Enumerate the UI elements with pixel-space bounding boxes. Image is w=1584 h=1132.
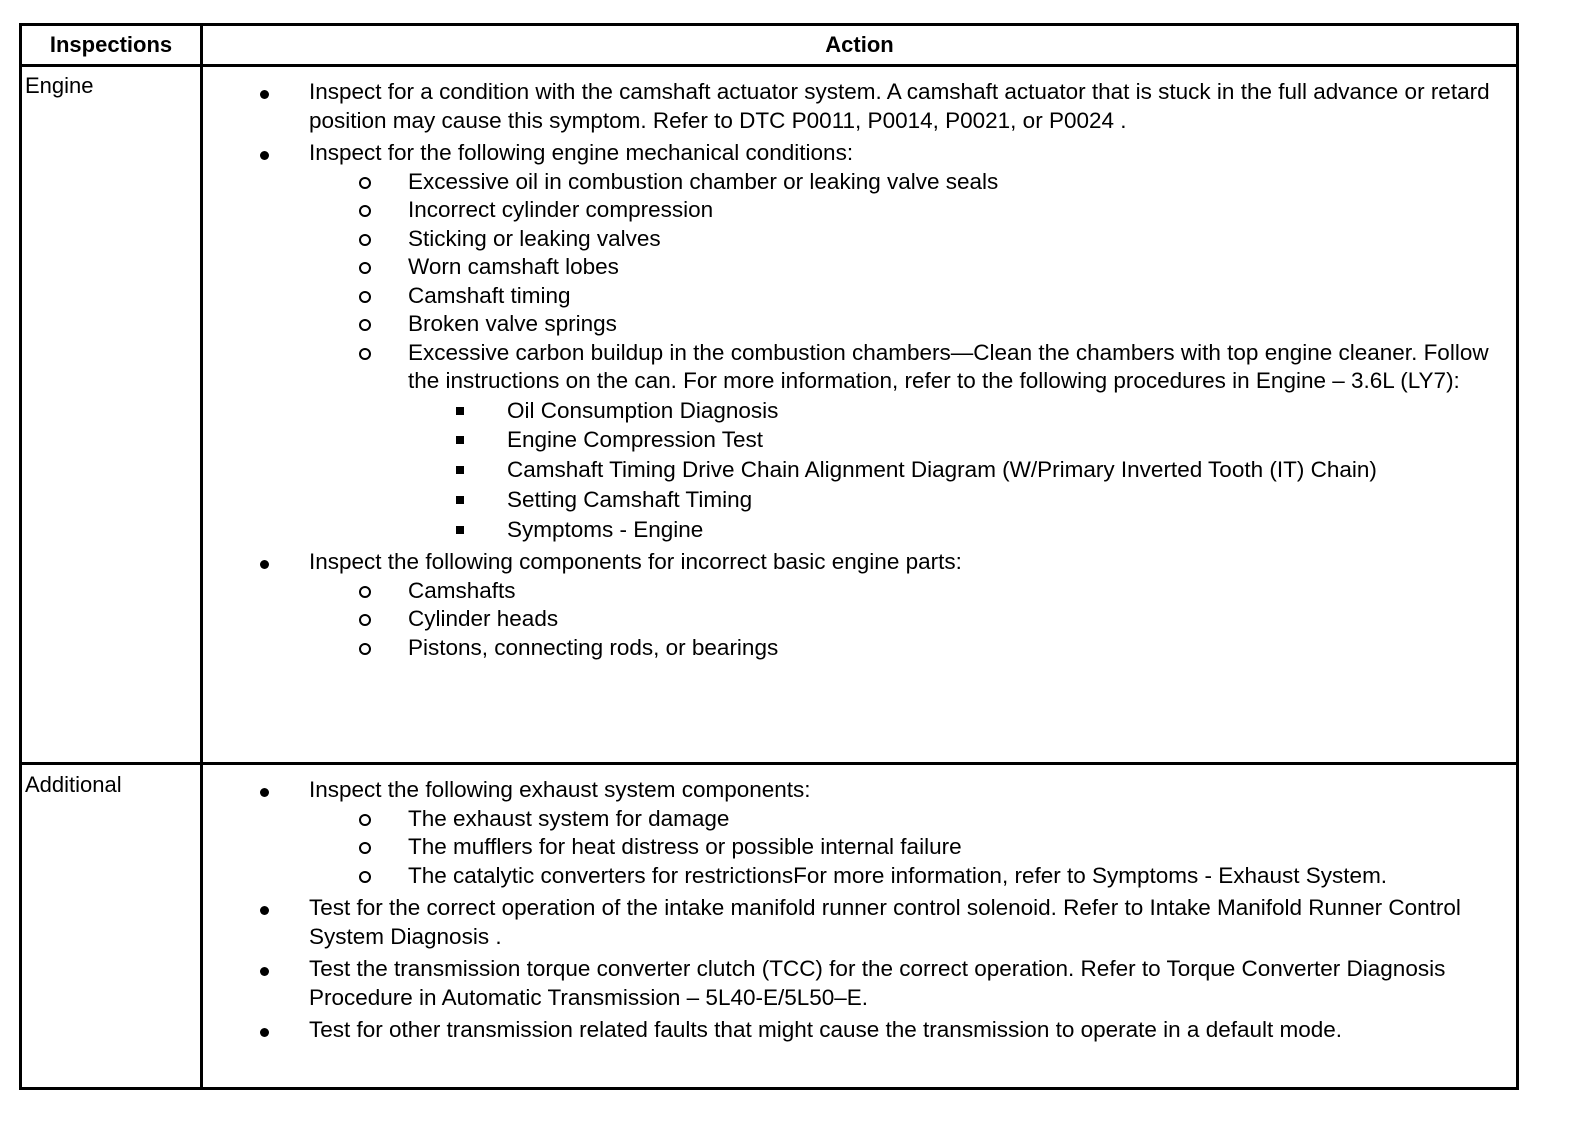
list-item <box>205 548 1516 662</box>
item-text: Test the transmission torque converter clutch (TCC) for the correct operation. Refer to Torque Converter Diagnosis Procedure in Automatic Transmission – 5L40-E/5L50–E. <box>309 956 1446 1010</box>
circle-bullet-icon <box>359 348 371 360</box>
item-text: Inspect the following components for incorrect basic engine parts: <box>309 549 962 575</box>
sub-list-item <box>309 805 1516 834</box>
sub-list-item <box>309 339 1516 545</box>
sub-list-item <box>309 196 1516 225</box>
sub-list-item <box>309 833 1516 862</box>
bullet-icon <box>260 1028 269 1037</box>
bullet-icon <box>260 90 269 99</box>
square-bullet-icon <box>456 407 464 415</box>
circle-bullet-icon <box>359 262 371 274</box>
item-text: Test for other transmission related faults that might cause the transmission to operate in a default mode. <box>309 1017 1343 1042</box>
procedure-text: Oil Consumption Diagnosis <box>507 397 779 423</box>
bullet-icon <box>260 967 269 976</box>
procedure-item <box>408 485 1516 515</box>
sub-list-item <box>309 862 1516 891</box>
square-bullet-icon <box>456 526 464 534</box>
sub-list-item <box>309 253 1516 282</box>
additional-actions <box>205 776 1516 1045</box>
procedure-item <box>408 455 1516 485</box>
list-item <box>205 894 1516 951</box>
sub-item-text: Camshaft timing <box>408 282 571 308</box>
bullet-icon <box>260 906 269 915</box>
circle-bullet-icon <box>359 643 371 655</box>
circle-bullet-icon <box>359 842 371 854</box>
row-label-additional: Additional <box>25 772 122 797</box>
list-item <box>205 776 1516 890</box>
sub-list-item <box>309 310 1516 339</box>
sub-item-text: Sticking or leaking valves <box>408 225 661 251</box>
inspection-table <box>19 23 1519 1090</box>
row-divider <box>22 762 1516 765</box>
sub-item-text: Camshafts <box>408 577 516 603</box>
item-text: Inspect the following exhaust system components: <box>309 777 811 802</box>
procedure-text: Symptoms - Engine <box>507 516 704 542</box>
circle-bullet-icon <box>359 871 371 883</box>
list-item <box>205 78 1516 135</box>
sub-list-item <box>309 225 1516 254</box>
procedure-text: Engine Compression Test <box>507 427 763 453</box>
bullet-icon <box>260 560 269 569</box>
header-action: Action <box>825 32 894 57</box>
circle-bullet-icon <box>359 586 371 598</box>
list-item <box>205 1016 1516 1045</box>
circle-bullet-icon <box>359 814 371 826</box>
sub-item-text: Pistons, connecting rods, or bearings <box>408 634 779 660</box>
row-label-engine: Engine <box>25 73 94 98</box>
sub-list-item <box>309 605 1516 634</box>
sub-item-text: Excessive oil in combustion chamber or leaking valve seals <box>408 168 999 194</box>
item-text: Inspect for a condition with the camshaft actuator system. A camshaft actuator that is stuck in the full advance or retard position may cause this symptom. Refer to DTC P0011, P0014, P0021, or P0024 . <box>309 79 1490 133</box>
square-bullet-icon <box>456 436 464 444</box>
sub-item-text: The catalytic converters for restrictionsFor more information, refer to Symptoms - Exhaust System. <box>408 862 1388 888</box>
sub-item-text: The exhaust system for damage <box>408 805 730 831</box>
circle-bullet-icon <box>359 319 371 331</box>
item-text: Test for the correct operation of the intake manifold runner control solenoid. Refer to Intake Manifold Runner Control System Diagnosis . <box>309 895 1461 949</box>
procedure-text: Setting Camshaft Timing <box>507 486 753 512</box>
sub-list-item <box>309 282 1516 311</box>
circle-bullet-icon <box>359 177 371 189</box>
column-divider <box>200 26 203 1087</box>
sub-item-text: Worn camshaft lobes <box>408 254 619 279</box>
circle-bullet-icon <box>359 205 371 217</box>
engine-actions <box>205 78 1516 662</box>
circle-bullet-icon <box>359 291 371 303</box>
sub-list-item <box>309 577 1516 606</box>
procedure-item <box>408 425 1516 455</box>
sub-item-text: The mufflers for heat distress or possible internal failure <box>408 834 962 859</box>
procedure-item <box>408 515 1516 545</box>
circle-bullet-icon <box>359 234 371 246</box>
procedure-item <box>408 396 1516 426</box>
sub-item-text: Excessive carbon buildup in the combustion chambers—Clean the chambers with top engine cleaner. Follow the instructions on the can. For more information, refer to the following procedures in Engine – 3.6L (LY7): <box>408 339 1489 393</box>
item-text: Inspect for the following engine mechanical conditions: <box>309 140 854 165</box>
square-bullet-icon <box>456 496 464 504</box>
circle-bullet-icon <box>359 614 371 626</box>
procedure-text: Camshaft Timing Drive Chain Alignment Diagram (W/Primary Inverted Tooth (IT) Chain) <box>507 457 1377 483</box>
sub-list-item <box>309 168 1516 197</box>
sub-item-text: Incorrect cylinder compression <box>408 197 714 222</box>
list-item <box>205 955 1516 1012</box>
sub-item-text: Broken valve springs <box>408 311 617 336</box>
square-bullet-icon <box>456 466 464 474</box>
bullet-icon <box>260 788 269 797</box>
bullet-icon <box>260 151 269 160</box>
sub-list-item <box>309 634 1516 663</box>
header-divider <box>22 64 1516 67</box>
header-inspections: Inspections <box>49 32 173 57</box>
sub-item-text: Cylinder heads <box>408 606 559 632</box>
list-item <box>205 139 1516 544</box>
